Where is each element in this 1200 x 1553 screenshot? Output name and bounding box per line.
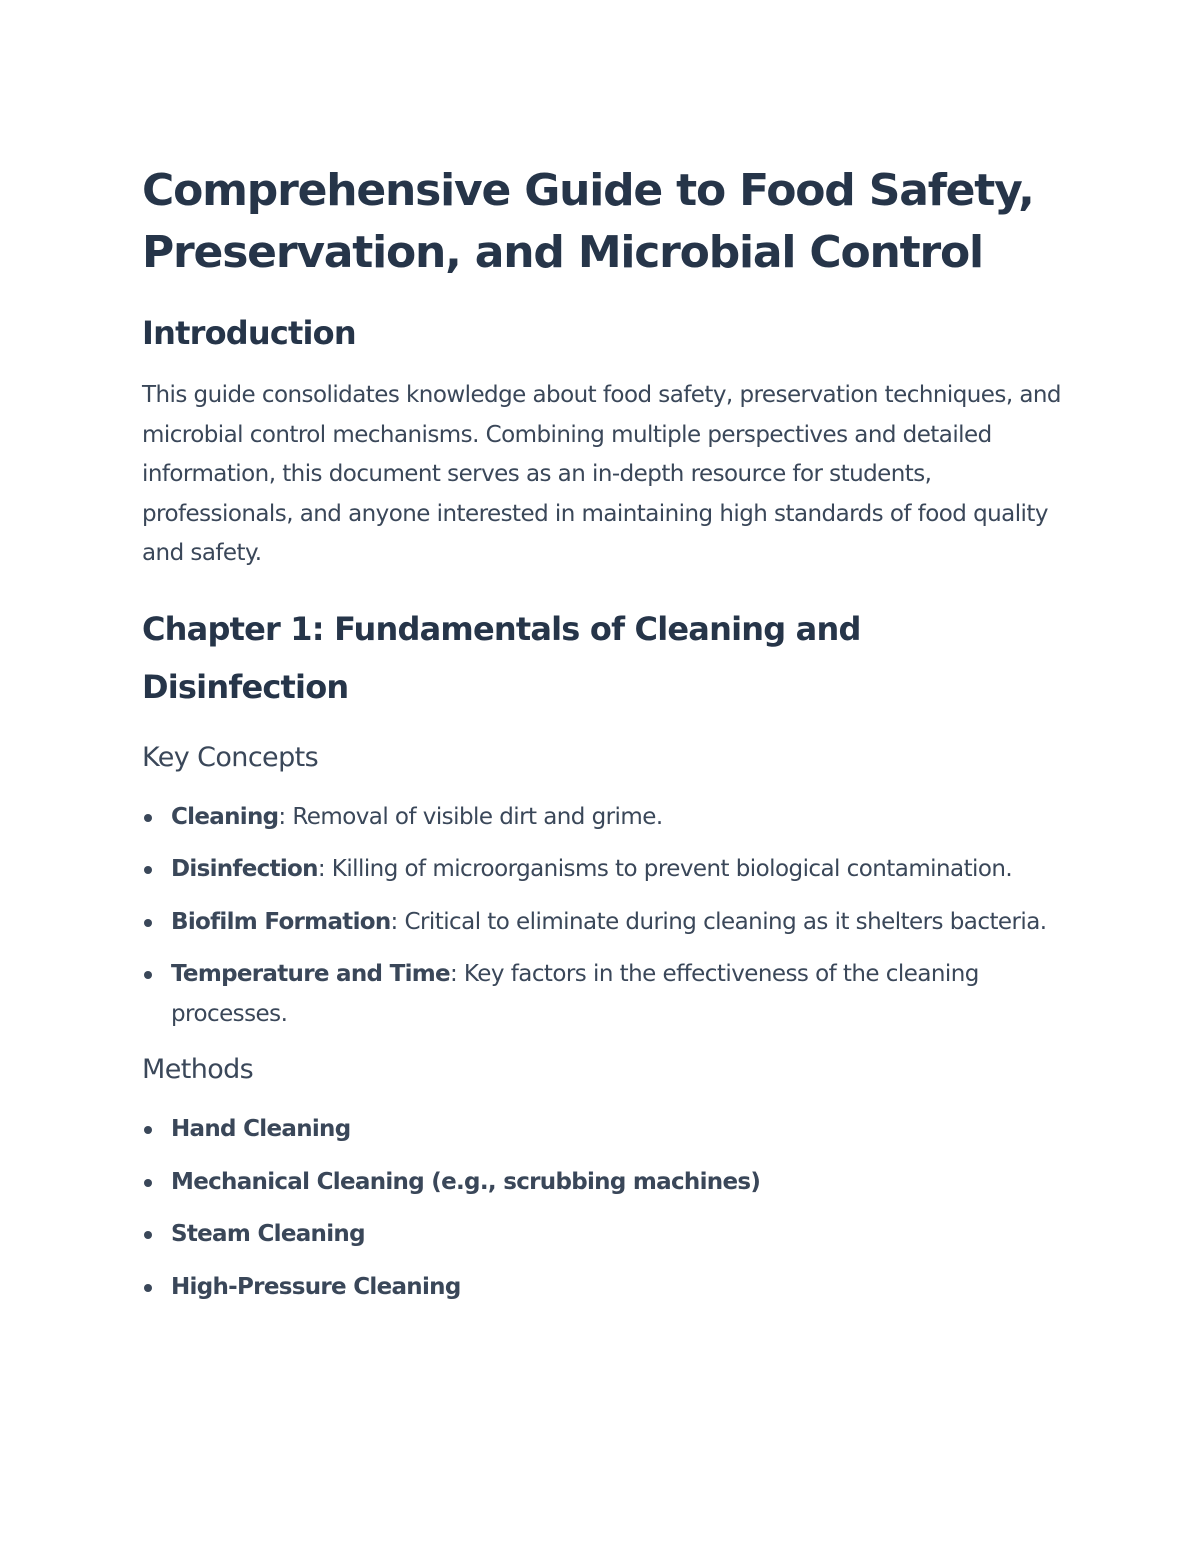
bullet-icon [144,1126,152,1134]
method-label: High-Pressure Cleaning [171,1273,461,1300]
concept-separator: : [317,856,326,882]
introduction-paragraph: This guide consolidates knowledge about food safety, preservation techniques, and microbial control mechanisms. Combining multiple perspectives and detailed information, this document serves as an in-depth resource for students, professionals, and anyone interested in maintaining high standards of food quality and safety. [142,382,1061,566]
concept-description: Killing of microorganisms to prevent biological contamination. [325,856,1013,882]
concept-description: Key factors in the effectiveness of the cleaning processes. [171,961,979,1027]
concept-description: Critical to eliminate during cleaning as it shelters bacteria. [397,908,1047,935]
bullet-icon [144,866,152,874]
bullet-icon [144,1179,152,1187]
introduction-heading: Introduction [142,314,356,352]
concept-separator: : [449,961,458,987]
bullet-icon [144,971,152,979]
bullet-icon [144,1231,152,1239]
method-label: Mechanical Cleaning (e.g., scrubbing machines) [171,1168,761,1195]
list-item [142,850,1062,890]
list-item [142,903,1062,943]
key-concepts-heading: Key Concepts [142,741,319,773]
concept-term: Disinfection [171,856,318,882]
list-item [142,1215,1062,1255]
list-item [142,955,1062,1034]
document-title: Comprehensive Guide to Food Safety, Preservation, and Microbial Control [142,165,1034,278]
bullet-icon [144,919,152,927]
methods-heading: Methods [142,1054,254,1085]
chapter-1-heading: Chapter 1: Fundamentals of Cleaning and Disinfection [142,609,861,706]
concept-term: Cleaning [171,803,279,830]
methods-list [142,1110,1062,1307]
bullet-icon [144,1284,152,1292]
list-item [142,1268,1062,1308]
method-label: Steam Cleaning [171,1221,365,1247]
bullet-icon [144,814,152,822]
concept-description: Removal of visible dirt and grime. [285,803,663,830]
document-page [142,160,1062,1320]
concept-term: Temperature and Time [171,961,450,987]
concept-term: Biofilm Formation [171,908,391,935]
key-concepts-list [142,798,1062,1035]
list-item [142,1110,1062,1150]
method-label: Hand Cleaning [171,1116,351,1142]
list-item [142,1163,1062,1203]
concept-separator: : [278,803,286,830]
list-item [142,798,1062,838]
concept-separator: : [390,908,398,935]
